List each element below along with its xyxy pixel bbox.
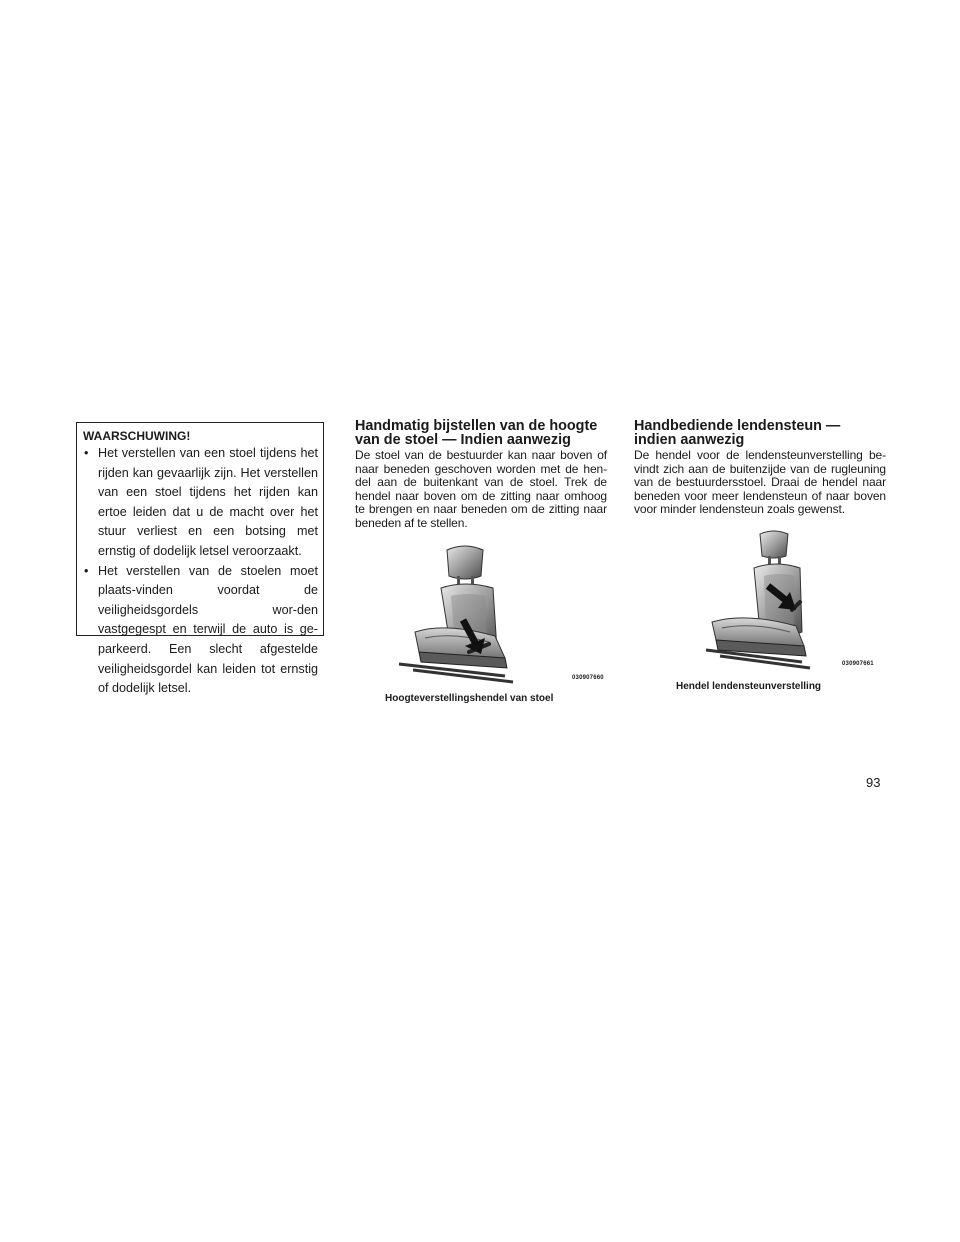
warning-box bbox=[76, 422, 324, 696]
section-heading bbox=[634, 419, 886, 447]
section-body: De hendel voor de lendensteunverstelling be-vindt zich aan de buitenzijde van de rugleuning van de bestuurdersstoel. Draai de hendel naar beneden voor meer lendensteun of naar boven voor minder lendensteun zoals gewenst. bbox=[634, 448, 886, 516]
seat-illustration bbox=[385, 540, 613, 690]
seat-illustration bbox=[660, 528, 890, 678]
section-heading-line: van de stoel — Indien aanwezig bbox=[355, 432, 571, 448]
warning-title: WAARSCHUWING! bbox=[83, 429, 191, 443]
figure-seat-height bbox=[385, 540, 613, 715]
figure-code: 030907660 bbox=[572, 675, 604, 681]
page-number: 93 bbox=[866, 775, 881, 790]
section-heading-line: Handmatig bijstellen van de hoogte bbox=[355, 418, 598, 434]
section-lumbar-support bbox=[634, 419, 886, 517]
warning-list bbox=[83, 444, 318, 699]
section-body: De stoel van de bestuurder kan naar boven of naar beneden geschoven worden met de hen-del aan de buitenkant van de stoel. Trek de hendel naar boven om de zitting naar omhoog te brengen en naar beneden om de zitting naar beneden af te stellen. bbox=[355, 448, 607, 530]
warning-item: • Het verstellen van de stoelen moet plaats-vinden voordat de veiligheidsgordels wor-den vastgegespt en terwijl de auto is ge-parkeerd. Een slecht afgestelde veiligheidsgordel kan leiden tot ernstig of dodelijk letsel. bbox=[83, 562, 318, 699]
section-heading-line: Handbediende lendensteun — bbox=[634, 418, 841, 434]
figure-caption: Hendel lendensteunverstelling bbox=[676, 681, 822, 692]
section-heading-line: indien aanwezig bbox=[634, 432, 745, 448]
figure-caption: Hoogteverstellingshendel van stoel bbox=[385, 693, 554, 704]
section-heading bbox=[355, 419, 607, 447]
section-seat-height bbox=[355, 419, 607, 530]
figure-lumbar-support bbox=[660, 528, 890, 713]
figure-code: 030907661 bbox=[842, 661, 874, 667]
warning-item: • Het verstellen van een stoel tijdens het rijden kan gevaarlijk zijn. Het verstellen van een stoel tijdens het rijden kan ertoe leiden dat u de macht over het stuur verliest en een botsing met ernstig of dodelijk letsel veroorzaakt. bbox=[83, 444, 318, 562]
